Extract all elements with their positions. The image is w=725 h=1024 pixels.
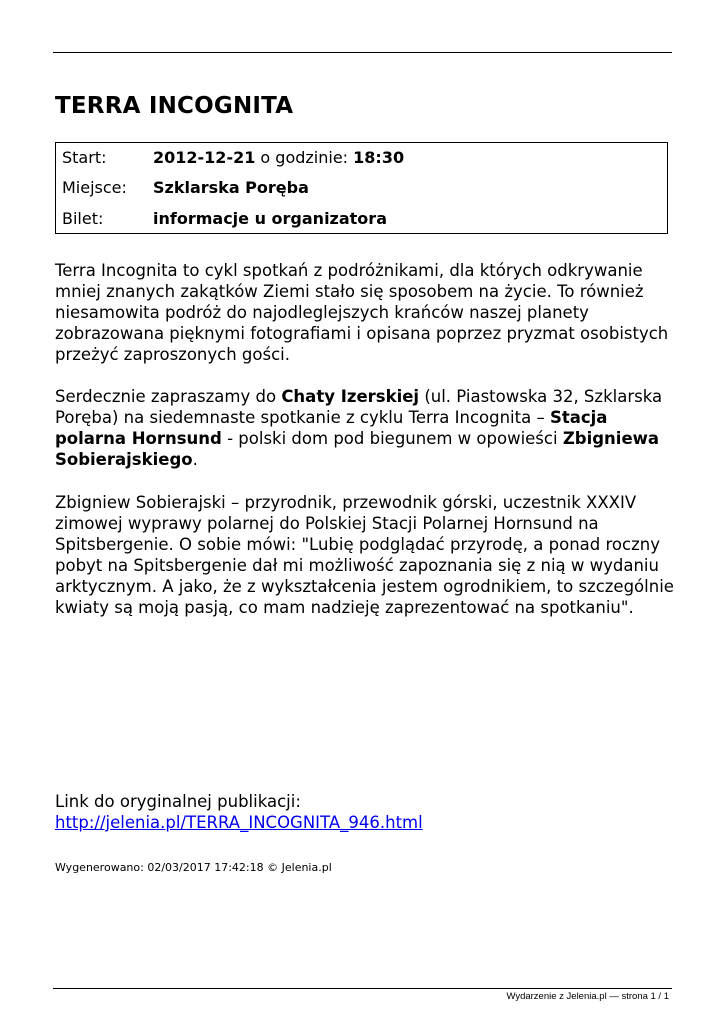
source-link-label: Link do oryginalnej publikacji: bbox=[55, 792, 301, 811]
source-link[interactable]: http://jelenia.pl/TERRA_INCOGNITA_946.html bbox=[55, 813, 423, 832]
place-value: Szklarska Poręba bbox=[153, 178, 309, 197]
start-label: Start: bbox=[62, 148, 107, 167]
bottom-divider bbox=[53, 988, 672, 989]
talk-title: Stacja polarna Hornsund bbox=[55, 408, 608, 448]
ticket-value: informacje u organizatora bbox=[153, 209, 387, 228]
event-info-box bbox=[55, 142, 668, 234]
generated-timestamp: Wygenerowano: 02/03/2017 17:42:18 © Jelenia.pl bbox=[55, 861, 332, 874]
speaker-bio-paragraph: Zbigniew Sobierajski – przyrodnik, przewodnik górski, uczestnik XXXIV zimowej wyprawy polarnej do Polskiej Stacji Polarnej Hornsund na Spitsbergenie. O sobie mówi: "Lubię podglądać przyrodę, a ponad roczny pobyt na Spitsbergenie dał mi możliwość zapoznania się z nią w wydaniu arktycznym. A jako, że z wykształcenia jestem ogrodnikiem, to szczególnie kwiaty są moją pasją, co mam nadzieję zaprezentować na spotkaniu". bbox=[55, 493, 674, 617]
place-label: Miejsce: bbox=[62, 178, 127, 197]
invitation-paragraph bbox=[55, 386, 680, 470]
invitation-text-4: . bbox=[192, 450, 198, 469]
ticket-row bbox=[62, 209, 387, 228]
page-footer: Wydarzenie z Jelenia.pl — strona 1 / 1 bbox=[506, 991, 669, 1002]
speaker-name: Zbigniewa Sobierajskiego bbox=[55, 429, 660, 469]
start-date: 2012-12-21 bbox=[153, 148, 256, 167]
invitation-text-2: (ul. Piastowska 32, Szklarska Poręba) na siedemnaste spotkanie z cyklu Terra Incognita – bbox=[55, 387, 663, 427]
intro-paragraph: Terra Incognita to cykl spotkań z podróżnikami, dla których odkrywanie mniej znanych zakątków Ziemi stało się sposobem na życie. To również niesamowita podróż do najodleglejszych krańców naszej planety zobrazowana pięknymi fotografiami i opisana poprzez pryzmat osobistych przeżyć zaproszonych gości. bbox=[55, 261, 669, 364]
invitation-text-3: - polski dom pod biegunem w opowieści bbox=[221, 429, 563, 448]
start-row bbox=[62, 148, 404, 167]
ticket-label: Bilet: bbox=[62, 209, 104, 228]
invitation-text-1: Serdecznie zapraszamy do bbox=[55, 387, 282, 406]
page-title: TERRA INCOGNITA bbox=[55, 93, 294, 119]
place-row bbox=[62, 178, 309, 197]
start-connector: o godzinie: bbox=[255, 148, 354, 167]
venue-name: Chaty Izerskiej bbox=[281, 387, 420, 406]
top-divider bbox=[53, 52, 672, 53]
start-time: 18:30 bbox=[353, 148, 405, 167]
